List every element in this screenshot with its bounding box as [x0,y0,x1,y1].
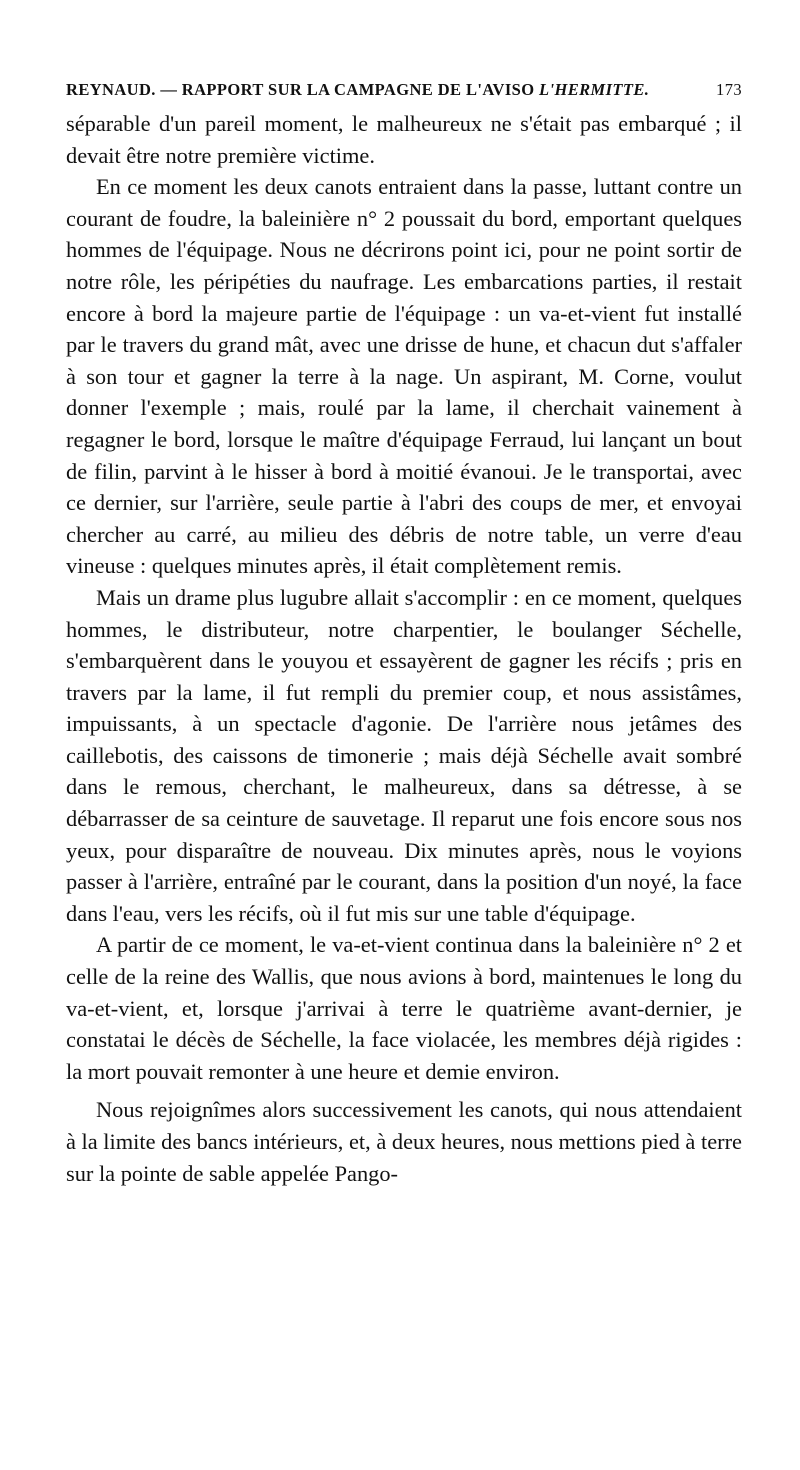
paragraph-va-et-vient: A partir de ce moment, le va-et-vient continua dans la baleinière n° 2 et celle de la reine des Wallis, que nous avions à bord, maintenues le long du va-et-vient, et, lorsque j'arrivai à terre le quatrième avant-dernier, je constatai le décès de Séchelle, la face violacée, les membres déjà rigides : la mort pouvait remonter à une heure et demie environ. [66,932,742,1084]
page-number: 173 [716,80,742,99]
running-head [66,76,742,104]
book-page [66,76,742,1189]
header-separator: — [160,80,178,99]
paragraph-shipwreck: En ce moment les deux canots entraient dans la passe, luttant contre un courant de foudre, la baleinière n° 2 poussait du bord, emportant quelques hommes de l'équipage. Nous ne décrirons point ici, pour ne point sortir de notre rôle, les péripéties du naufrage. Les embarcations parties, il restait encore à bord la majeure partie de l'équipage : un va-et-vient fut installé par le travers du grand mât, avec une drisse de hune, et chacun dut s'affaler à son tour et gagner la terre à la nage. Un aspirant, M. Corne, voulut donner l'exemple ; mais, roulé par la lame, il cherchait vainement à regagner le bord, lorsque le maître d'équipage Ferraud, lui lançant un bout de filin, parvint à le hisser à bord à moitié évanoui. Je le transportai, avec ce dernier, sur l'arrière, seule partie à l'abri des coups de mer, et envoyai chercher au carré, au milieu des débris de notre table, un verre d'eau vineuse : quelques minutes après, il était complètement remis. [66,174,742,579]
header-title-prefix: RAPPORT SUR LA CAMPAGNE DE L'AVISO [181,80,535,99]
header-author: REYNAUD. [66,80,156,99]
body-text [66,108,742,1189]
paragraph-continuation: séparable d'un pareil moment, le malheureux ne s'était pas embarqué ; il devait être notre première victime. [66,111,742,168]
paragraph-landing: Nous rejoignîmes alors successivement les canots, qui nous attendaient à la limite des bancs intérieurs, et, à deux heures, nous mettions pied à terre sur la pointe de sable appelée Pango- [66,1097,742,1186]
running-title [66,76,649,104]
header-ship-name: L'HERMITTE. [539,80,650,99]
paragraph-drama: Mais un drame plus lugubre allait s'accomplir : en ce moment, quelques hommes, le distributeur, notre charpentier, le boulanger Séchelle, s'embarquèrent dans le youyou et essayèrent de gagner les récifs ; pris en travers par la lame, il fut rempli du premier coup, et nous assistâmes, impuissants, à un spectacle d'agonie. De l'arrière nous jetâmes des caillebotis, des caissons de timonerie ; mais déjà Séchelle avait sombré dans le remous, cherchant, le malheureux, dans sa détresse, à se débarrasser de sa ceinture de sauvetage. Il reparut une fois encore sous nos yeux, pour disparaître de nouveau. Dix minutes après, nous le voyions passer à l'arrière, entraîné par le courant, dans la position d'un noyé, la face dans l'eau, vers les récifs, où il fut mis sur une table d'équipage. [66,584,742,926]
